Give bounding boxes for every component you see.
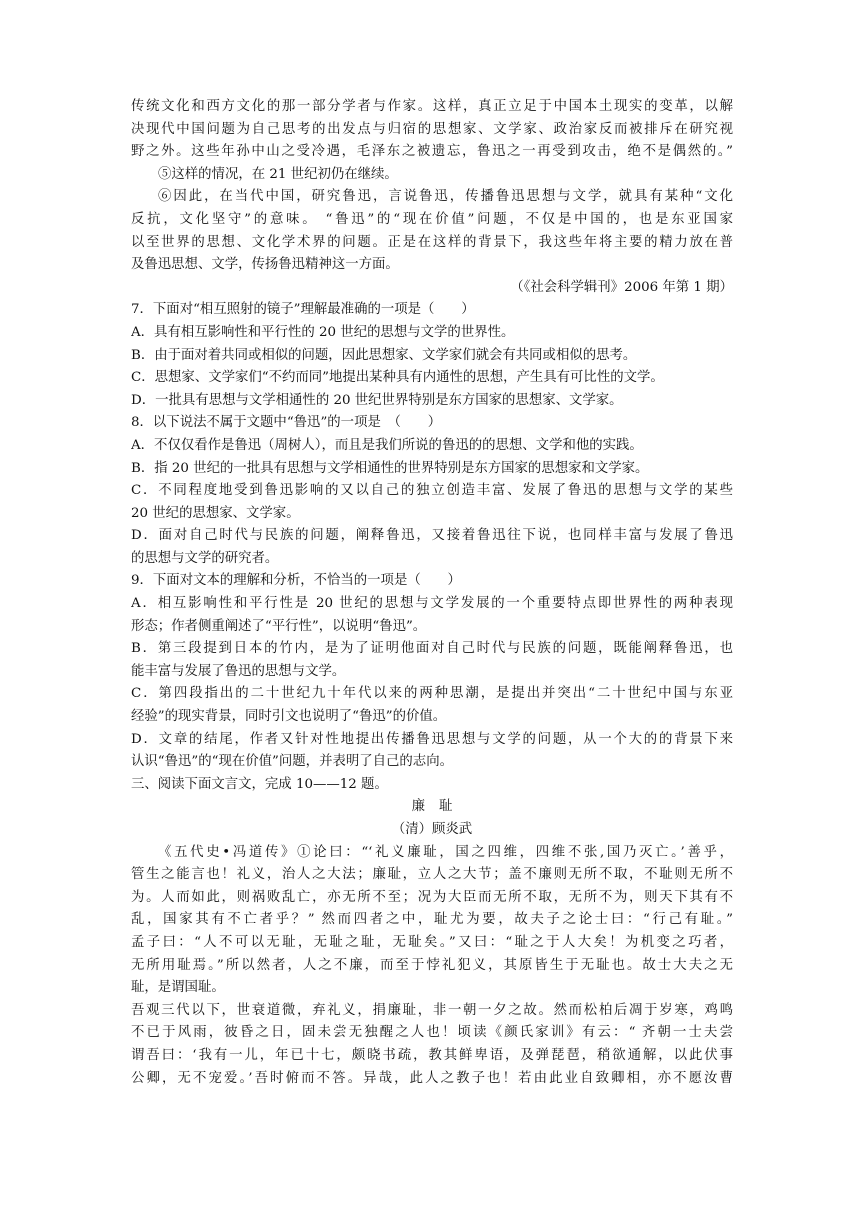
passage-line: 野之外。这些年孙中山之受冷遇，毛泽东之被遗忘，鲁迅之一再受到攻击，绝不是偶然的。” xyxy=(131,144,733,160)
question-8 xyxy=(131,412,733,570)
option-a-cont: 形态；作者侧重阐述了“平行性”，以说明“鲁迅”。 xyxy=(131,618,427,634)
option-d: D．一批具有思想与文学相通性的 20 世纪世界特别是东方国家的思想家、文学家。 xyxy=(131,392,623,408)
classical-line: 孟子曰：“人不可以无耻，无耻之耻，无耻矣。”又曰：“耻之于人大矣！为机变之巧者， xyxy=(131,934,733,950)
classical-text-author: （清）顾炎武 xyxy=(391,822,473,837)
paragraph-6-line: 以至世界的思想、文化学术界的问题。正是在这样的背景下，我这些年将主要的精力放在普 xyxy=(131,234,733,250)
question-9 xyxy=(131,570,733,773)
section-3 xyxy=(131,774,733,1090)
option-c-cont: 经验”的现实背景，同时引文也说明了“鲁迅”的价值。 xyxy=(131,709,447,725)
classical-line: 吾观三代以下，世衰道微，弃礼义，捐廉耻，非一朝一夕之故。然而松柏后凋于岁寒，鸡鸣 xyxy=(131,1002,733,1018)
option-a: A．具有相互影响性和平行性的 20 世纪的思想与文学的世界性。 xyxy=(131,324,515,340)
classical-line: 耻，是谓国耻。 xyxy=(131,980,225,996)
classical-paragraph-1 xyxy=(131,842,733,1000)
classical-line: 乱，国家其有不亡者乎？” 然而四者之中，耻尤为要，故夫子之论士曰：“行己有耻。” xyxy=(131,912,733,928)
paragraph-6-line: 及鲁迅思想、文学，传扬鲁迅精神这一方面。 xyxy=(131,257,399,273)
option-a: A．相互影响性和平行性是 20 世纪的思想与文学发展的一个重要特点即世界性的两种表现 xyxy=(131,596,733,612)
option-c: C．不同程度地受到鲁迅影响的又以自己的独立创造丰富、发展了鲁迅的思想与文学的某些 xyxy=(131,483,733,499)
option-d: D．面对自己时代与民族的问题，阐释鲁迅，又接着鲁迅往下说，也同样丰富与发展了鲁迅 xyxy=(131,528,733,544)
classical-line: 不已于风雨，彼昏之日，固未尝无独醒之人也！顷读《颜氏家训》有云：“ 齐朝一士夫尝 xyxy=(131,1025,733,1041)
paragraph-6-line: ⑥因此，在当代中国，研究鲁迅，言说鲁迅，传播鲁迅思想与文学，就具有某种“文化 xyxy=(158,189,733,205)
question-stem: 9．下面对文本的理解和分析，不恰当的一项是（ ） xyxy=(131,573,461,589)
option-c: C．第四段指出的二十世纪九十年代以来的两种思潮，是提出并突出“二十世纪中国与东亚 xyxy=(131,686,733,702)
classical-line: 公卿，无不宠爱。’吾时俯而不答。异哉，此人之教子也！若由此业自致卿相，亦不愿汝曹 xyxy=(131,1070,733,1086)
paragraph-5: ⑤这样的情况，在 21 世纪初仍在继续。 xyxy=(158,166,398,182)
source-citation: （《社会科学辑刊》2006 年第 1 期） xyxy=(510,279,733,295)
option-c-cont: 20 世纪的思想家、文学家。 xyxy=(131,505,300,521)
option-c: C．思想家、文学家们“不约而同”地提出某种具有内通性的思想，产生具有可比性的文学。 xyxy=(131,370,664,386)
classical-line: 管生之能言也！礼义，治人之大法；廉耻，立人之大节；盖不廉则无所不取，不耻则无所不 xyxy=(131,867,733,883)
classical-line: 《五代史•冯道传》①论曰：“‘礼义廉耻，国之四维，四维不张,国乃灭亡。’善乎， xyxy=(158,844,733,860)
classical-paragraph-2 xyxy=(131,1000,733,1090)
classical-line: 无所用耻焉。”所以然者，人之不廉，而至于悖礼犯义，其原皆生于无耻也。故士大夫之无 xyxy=(131,957,733,973)
section-heading: 三、阅读下面文言文，完成 10——12 题。 xyxy=(131,776,388,792)
option-b: B．指 20 世纪的一批具有思想与文学相通性的世界特别是东方国家的思想家和文学家。 xyxy=(131,460,649,476)
paragraph-6-line: 反抗，文化坚守”的意味。 “鲁迅”的“现在价值”问题，不仅是中国的，也是东亚国家 xyxy=(131,211,733,227)
option-b: B．由于面对着共同或相似的问题，因此思想家、文学家们就会有共同或相似的思考。 xyxy=(131,347,637,363)
passage-line: 传统文化和西方文化的那一部分学者与作家。这样，真正立足于中国本土现实的变革，以解 xyxy=(131,99,733,114)
question-stem: 7．下面对“相互照射的镜子”理解最准确的一项是（ ） xyxy=(131,302,475,318)
classical-line: 谓吾曰：‘我有一儿，年已十七，颇晓书疏，教其鲜卑语，及弹琵琶，稍欲通解，以此伏事 xyxy=(131,1047,733,1063)
document-page xyxy=(131,96,733,1090)
option-d-cont: 的思想与文学的研究者。 xyxy=(131,550,279,566)
passage-line: 决现代中国问题为自己思考的出发点与归宿的思想家、文学家、政治家反而被排斥在研究视 xyxy=(131,121,733,137)
question-7 xyxy=(131,299,733,412)
option-d: D．文章的结尾，作者又针对性地提出传播鲁迅思想与文学的问题，从一个大的的背景下来 xyxy=(131,731,733,747)
classical-text-title: 廉耻 xyxy=(411,799,467,815)
option-d-cont: 认识“鲁迅”的“现在价值”问题，并表明了自己的志向。 xyxy=(131,754,453,770)
option-a: A．不仅仅看作是鲁迅（周树人），而且是我们所说的鲁迅的的思想、文学和他的实践。 xyxy=(131,437,643,453)
classical-line: 为。人而如此，则祸败乱亡，亦无所不至；况为大臣而无所不取，无所不为，则天下其有不 xyxy=(131,889,733,905)
option-b: B．第三段提到日本的竹内，是为了证明他面对自己时代与民族的问题，既能阐释鲁迅，也 xyxy=(131,641,733,657)
option-b-cont: 能丰富与发展了鲁迅的思想与文学。 xyxy=(131,663,346,679)
passage-tail xyxy=(131,96,733,299)
question-stem: 8．以下说法不属于文题中“鲁迅”的一项是 （ ） xyxy=(131,415,442,431)
